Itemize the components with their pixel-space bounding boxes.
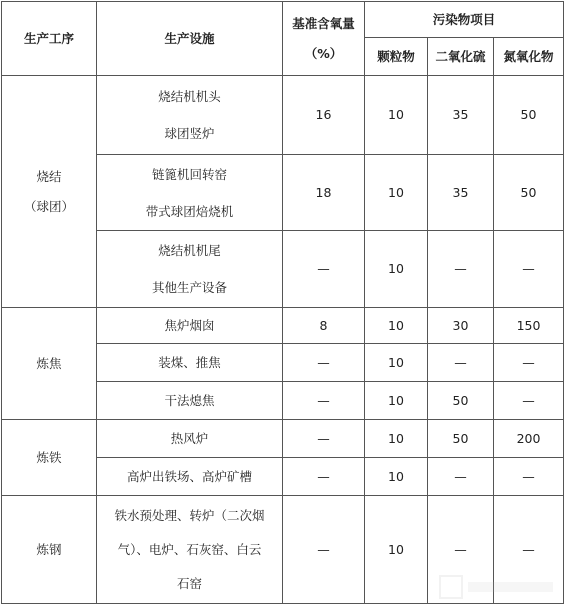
particulate-cell: 10: [365, 382, 428, 420]
oxygen-cell: 16: [283, 76, 365, 155]
facility-cell: 高炉出铁场、高炉矿槽: [97, 458, 283, 496]
particulate-cell: 10: [365, 458, 428, 496]
header-oxygen-line1: 基准含氧量: [292, 15, 355, 31]
oxygen-cell: —: [283, 420, 365, 458]
facility-cell: 装煤、推焦: [97, 344, 283, 382]
particulate-cell: 10: [365, 76, 428, 155]
nox-cell: —: [494, 458, 564, 496]
facility-cell: [97, 155, 283, 231]
nox-cell: 50: [494, 155, 564, 231]
header-process: 生产工序: [2, 2, 97, 76]
oxygen-cell: —: [283, 382, 365, 420]
facility-line: 烧结机机尾: [158, 243, 221, 258]
so2-cell: 30: [428, 308, 494, 344]
facility-cell: 焦炉烟囱: [97, 308, 283, 344]
so2-cell: —: [428, 496, 494, 604]
particulate-cell: 10: [365, 496, 428, 604]
table-row: [2, 76, 564, 155]
so2-cell: 50: [428, 420, 494, 458]
oxygen-cell: —: [283, 496, 365, 604]
facility-cell: [97, 231, 283, 308]
header-nox: 氮氧化物: [494, 38, 564, 76]
header-oxygen: [283, 2, 365, 76]
header-particulate: 颗粒物: [365, 38, 428, 76]
facility-line: 石窑: [176, 575, 202, 591]
nox-cell: —: [494, 231, 564, 308]
header-row-1: [2, 2, 564, 38]
facility-cell: 热风炉: [97, 420, 283, 458]
so2-cell: 35: [428, 155, 494, 231]
group-sinter-line2: （球团）: [23, 198, 74, 214]
header-so2: 二氧化硫: [428, 38, 494, 76]
header-oxygen-line2: （%）: [304, 45, 343, 61]
header-facility: 生产设施: [97, 2, 283, 76]
facility-line: 其他生产设备: [151, 280, 227, 295]
group-steelmaking: 炼钢: [2, 496, 97, 604]
facility-cell: 干法熄焦: [97, 382, 283, 420]
oxygen-cell: —: [283, 231, 365, 308]
particulate-cell: 10: [365, 155, 428, 231]
oxygen-cell: 8: [283, 308, 365, 344]
watermark-logo-icon: [438, 572, 558, 602]
nox-cell: —: [494, 344, 564, 382]
facility-line: 烧结机机头: [158, 89, 221, 104]
oxygen-cell: —: [283, 344, 365, 382]
group-sinter-line1: 烧结: [36, 168, 62, 184]
nox-cell: —: [494, 382, 564, 420]
table-row: [2, 308, 564, 344]
facility-cell: [97, 76, 283, 155]
group-ironmaking: 炼铁: [2, 420, 97, 496]
facility-line: 铁水预处理、转炉（二次烟: [114, 507, 265, 523]
so2-cell: 35: [428, 76, 494, 155]
nox-cell: 150: [494, 308, 564, 344]
group-sinter: [2, 76, 97, 308]
group-coking: 炼焦: [2, 308, 97, 420]
header-pollutants: 污染物项目: [365, 2, 564, 38]
table-row: [2, 420, 564, 458]
so2-cell: 50: [428, 382, 494, 420]
facility-line: 链篦机回转窑: [151, 166, 227, 182]
facility-cell: [97, 496, 283, 604]
nox-cell: 200: [494, 420, 564, 458]
so2-cell: —: [428, 458, 494, 496]
nox-cell: —: [494, 496, 564, 604]
emission-standards-table: [1, 1, 564, 604]
oxygen-cell: 18: [283, 155, 365, 231]
facility-line: 带式球团焙烧机: [145, 203, 234, 219]
facility-line: 球团竖炉: [164, 126, 215, 141]
facility-line: 气）、电炉、石灰窑、白云: [117, 541, 262, 557]
so2-cell: —: [428, 231, 494, 308]
particulate-cell: 10: [365, 308, 428, 344]
particulate-cell: 10: [365, 344, 428, 382]
oxygen-cell: —: [283, 458, 365, 496]
so2-cell: —: [428, 344, 494, 382]
nox-cell: 50: [494, 76, 564, 155]
particulate-cell: 10: [365, 420, 428, 458]
particulate-cell: 10: [365, 231, 428, 308]
